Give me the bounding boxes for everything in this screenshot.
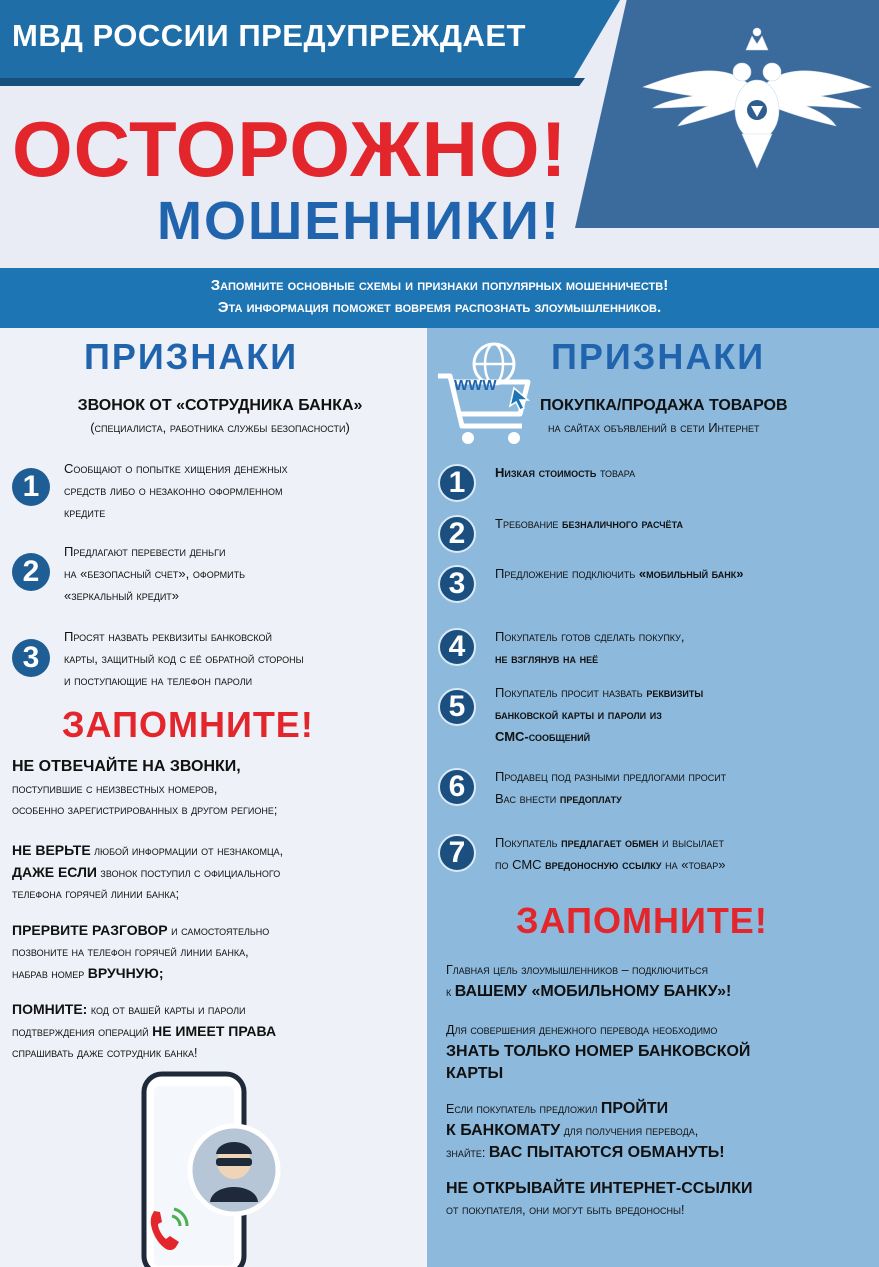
rule-3-text: [12, 920, 422, 985]
right-item-2: [495, 513, 865, 535]
left-item-3: [64, 626, 304, 692]
right-item-2-part-2: безналичного расчёта: [562, 516, 684, 531]
cart-www-label: WWW: [454, 377, 497, 394]
right-item-3-part-1: Предложение подключить: [495, 566, 639, 581]
right-rule-3-part-5: для получения перевода,: [560, 1124, 699, 1138]
rule-2-text-1: любой информации от незнакомца,: [90, 844, 284, 858]
right-item-5-part-2: реквизиты: [646, 685, 704, 700]
left-item-2-number: 2: [12, 553, 50, 591]
right-item-7-part-7: на «товар»: [661, 857, 726, 872]
right-item-1-part-1: Низкая стоимость: [495, 465, 597, 480]
right-subtitle: ПОКУПКА/ПРОДАЖА ТОВАРОВ: [540, 397, 788, 414]
fraud-title: МОШЕННИКИ!: [157, 191, 561, 251]
right-item-5-part-4: банковской карты и пароли из: [495, 707, 662, 722]
right-item-7-part-6: вредоносную ссылку: [545, 857, 662, 872]
left-item-2-line-3: «зеркальный кредит»: [64, 588, 180, 603]
rule-4-text: [12, 999, 422, 1064]
right-rule-2-part-5: КАРТЫ: [446, 1065, 504, 1082]
right-item-6-part-4: предоплату: [559, 791, 622, 806]
rule-3-text-2: позвоните на телефон горячей линии банка,: [12, 945, 249, 959]
right-item-4-number: 4: [438, 628, 476, 666]
right-rule-3: [446, 1098, 871, 1164]
right-item-7: [495, 832, 865, 876]
left-item-1-line-2: средств либо о незаконно оформленном: [64, 483, 283, 498]
rule-4-bold-2: НЕ ИМЕЕТ ПРАВА: [152, 1023, 277, 1039]
right-item-5-number: 5: [438, 688, 476, 726]
rule-3-bold-3: ВРУЧНУЮ;: [87, 965, 164, 981]
right-item-7-number: 7: [438, 834, 476, 872]
rule-3-text-1: и самостоятельно: [167, 924, 270, 938]
left-item-1: [64, 458, 288, 524]
right-item-5: [495, 682, 865, 748]
right-item-5-part-6: СМС-сообщений: [495, 729, 591, 744]
right-item-6-part-3: Вас внести: [495, 791, 560, 806]
left-item-2-line-1: Предлагают перевести деньги: [64, 544, 226, 559]
left-remember-heading: ЗАПОМНИТЕ!: [62, 704, 314, 745]
right-item-2-number: 2: [438, 515, 476, 553]
right-rule-3-part-4: К БАНКОМАТУ: [446, 1122, 561, 1139]
right-item-7-part-1: Покупатель: [495, 835, 562, 850]
right-rule-1-part-3: к: [446, 985, 455, 999]
right-item-7-part-3: и высылает: [658, 835, 724, 850]
right-rule-3-part-7: знайте:: [446, 1146, 489, 1160]
right-item-3-number: 3: [438, 565, 476, 603]
rule-4-text-3: спрашивать даже сотрудник банка!: [12, 1046, 198, 1060]
left-item-3-line-2: карты, защитный код с её обратной стороны: [64, 651, 304, 666]
left-item-1-line-3: кредите: [64, 505, 106, 520]
left-item-3-line-1: Просят назвать реквизиты банковской: [64, 629, 272, 644]
right-item-4-part-1: Покупатель готов сделать покупку,: [495, 629, 685, 644]
emblem-icon: [638, 22, 876, 172]
intro-band: [0, 268, 879, 328]
right-rule-3-part-2: ПРОЙТИ: [600, 1100, 669, 1117]
rule-4-text-1: код от вашей карты и пароли: [87, 1003, 246, 1017]
right-remember-heading: ЗАПОМНИТЕ!: [516, 900, 768, 941]
right-item-1-number: 1: [438, 464, 476, 502]
right-item-4: [495, 626, 865, 670]
fraudster-icon: [190, 1126, 278, 1214]
rule-3-bold-1: ПРЕРВИТЕ РАЗГОВОР: [12, 922, 168, 938]
header-band-shadow: [0, 78, 585, 86]
intro-line-2: Эта информация поможет вовремя распознать злоумышленников.: [217, 299, 662, 316]
rule-2-text: [12, 840, 422, 905]
agency-title: МВД РОССИИ ПРЕДУПРЕЖДАЕТ: [12, 18, 526, 53]
rule-2-text-3: телефона горячей линии банка;: [12, 887, 180, 901]
rule-1-line-2: особенно зарегистрированных в другом регионе;: [12, 803, 278, 817]
rule-4-text-2: подтверждения операций: [12, 1025, 153, 1039]
right-rule-3-part-1: Если покупатель предложил: [446, 1102, 601, 1116]
right-item-7-part-2: предлагает обмен: [561, 835, 659, 850]
right-rule-1-part-4: ВАШЕМУ «МОБИЛЬНОМУ БАНКУ»!: [454, 983, 732, 1000]
left-subtitle: ЗВОНОК ОТ «СОТРУДНИКА БАНКА»: [77, 397, 363, 414]
right-heading: ПРИЗНАКИ: [551, 336, 766, 377]
right-rule-4: [446, 1178, 871, 1221]
right-rule-2: [446, 1020, 871, 1085]
shopping-cart-icon: [436, 342, 536, 450]
right-item-2-part-1: Требование: [495, 516, 563, 531]
right-item-5-part-1: Покупатель просит назвать: [495, 685, 647, 700]
right-item-7-part-5: по СМС: [495, 857, 546, 872]
rule-2-text-2: звонок поступил с официального: [96, 866, 281, 880]
right-item-4-part-3: не взглянув на неё: [495, 651, 599, 666]
rule-2-bold-1: НЕ ВЕРЬТЕ: [12, 842, 91, 858]
rule-4-bold-1: ПОМНИТЕ:: [12, 1001, 88, 1017]
rule-1-title: НЕ ОТВЕЧАЙТЕ НА ЗВОНКИ,: [12, 758, 241, 775]
right-rule-4-part-1: НЕ ОТКРЫВАЙТЕ ИНТЕРНЕТ-ССЫЛКИ: [446, 1180, 753, 1197]
right-rule-3-part-8: ВАС ПЫТАЮТСЯ ОБМАНУТЬ!: [488, 1144, 725, 1161]
rule-3-text-3: набрав номер: [12, 967, 88, 981]
left-item-2-line-2: на «безопасный счет», оформить: [64, 566, 245, 581]
right-note: на сайтах объявлений в сети Интернет: [548, 420, 760, 435]
right-item-3-part-2: «мобильный банк»: [638, 566, 744, 581]
left-heading: ПРИЗНАКИ: [84, 336, 299, 377]
warning-title: ОСТОРОЖНО!: [12, 105, 568, 193]
right-item-1: [495, 462, 865, 484]
rule-1-text: [12, 779, 277, 821]
right-item-6-number: 6: [438, 768, 476, 806]
right-rule-1: [446, 960, 871, 1003]
right-rule-2-part-3: ЗНАТЬ ТОЛЬКО НОМЕР БАНКОВСКОЙ: [446, 1043, 751, 1060]
left-item-1-line-1: Сообщают о попытке хищения денежных: [64, 461, 288, 476]
rule-2-bold-2: ДАЖЕ ЕСЛИ: [12, 864, 97, 880]
right-item-3: [495, 563, 865, 585]
left-item-1-number: 1: [12, 468, 50, 506]
intro-line-1: Запомните основные схемы и признаки популярных мошенничеств!: [210, 277, 669, 294]
left-note: (специалиста, работника службы безопасности): [90, 420, 350, 435]
left-item-3-line-3: и поступающие на телефон пароли: [64, 673, 253, 688]
left-item-3-number: 3: [12, 639, 50, 677]
right-rule-1-part-1: Главная цель злоумышленников – подключиться: [446, 963, 708, 977]
rule-1-line-1: поступившие с неизвестных номеров,: [12, 782, 218, 796]
right-item-1-part-2: товара: [596, 465, 636, 480]
right-rule-4-part-3: от покупателя, они могут быть вредоносны!: [446, 1203, 685, 1217]
right-item-6-part-1: Продавец под разными предлогами просит: [495, 769, 727, 784]
right-rule-2-part-1: Для совершения денежного перевода необходимо: [446, 1023, 718, 1037]
phone-icon: [130, 1070, 290, 1267]
right-item-6: [495, 766, 865, 810]
left-item-2: [64, 541, 245, 607]
